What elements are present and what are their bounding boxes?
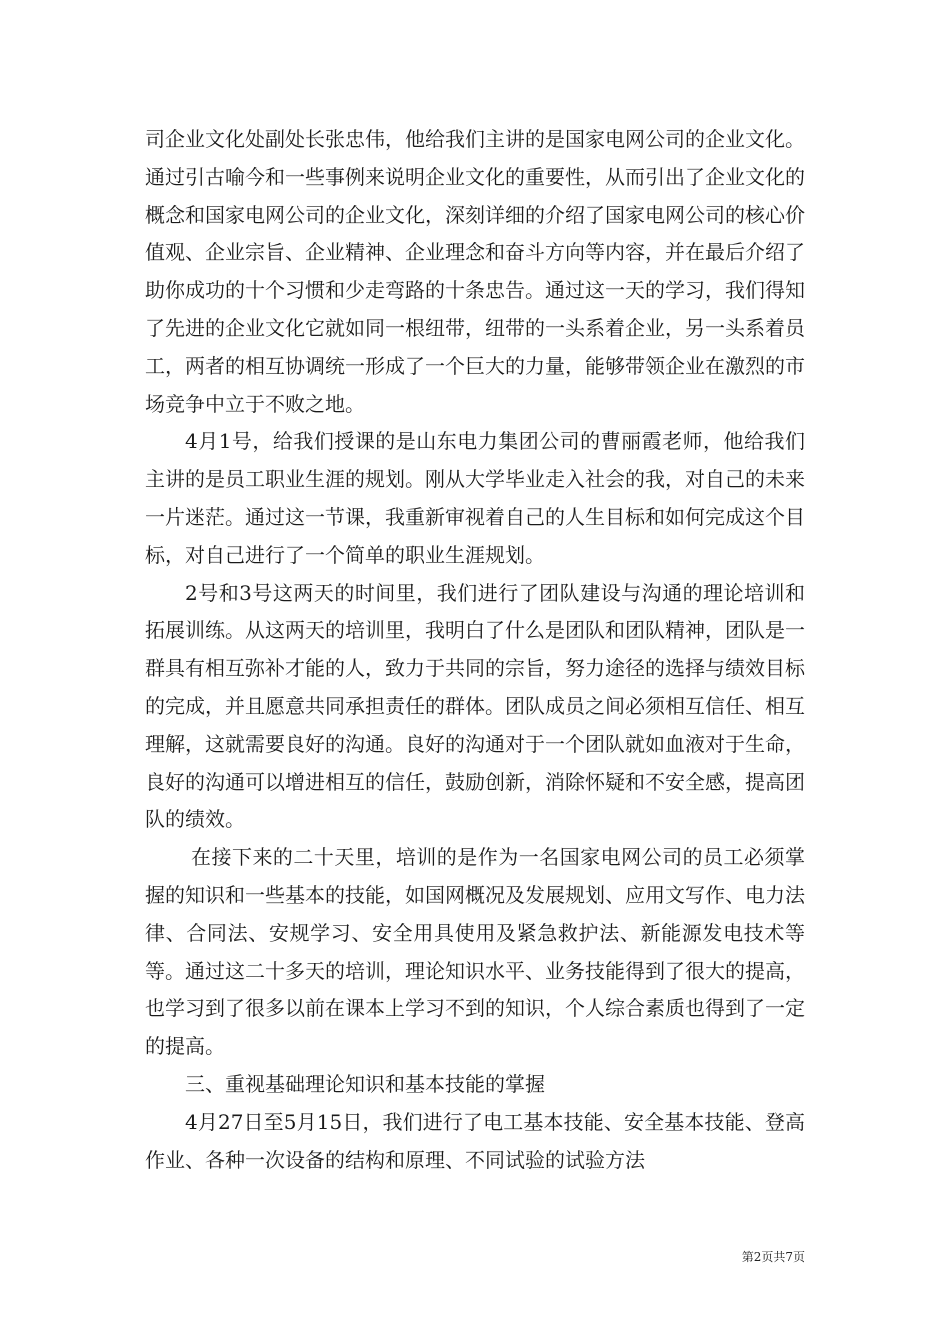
paragraph-technical-training: 4月27日至5月15日，我们进行了电工基本技能、安全基本技能、登高作业、各种一次设备的结构和原理、不同试验的试验方法 [145,1109,805,1172]
document-body [145,121,805,1179]
paragraph-team-building: 2号和3号这两天的时间里，我们进行了团队建设与沟通的理论培训和拓展训练。从这两天的培训里，我明白了什么是团队和团队精神，团队是一群具有相互弥补才能的人，致力于共同的宗旨，努力途径的选择与绩效目标的完成，并且愿意共同承担责任的群体。团队成员之间必须相互信任、相互理解，这就需要良好的沟通。良好的沟通对于一个团队就如血液对于生命，良好的沟通可以增进相互的信任，鼓励创新，消除怀疑和不安全感，提高团队的绩效。 [145,580,805,832]
page-number: 第2页共7页 [741,1250,805,1264]
paragraph-corporate-culture: 司企业文化处副处长张忠伟，他给我们主讲的是国家电网公司的企业文化。通过引古喻今和一些事例来说明企业文化的重要性，从而引出了企业文化的概念和国家电网公司的企业文化，深刻详细的介绍了国家电网公司的核心价值观、企业宗旨、企业精神、企业理念和奋斗方向等内容，并在最后介绍了助你成功的十个习惯和少走弯路的十条忠告。通过这一天的学习，我们得知了先进的企业文化它就如同一根纽带，纽带的一头系着企业，另一头系着员工，两者的相互协调统一形成了一个巨大的力量，能够带领企业在激烈的市场竞争中立于不败之地。 [145,127,805,416]
paragraph-career-planning: 4月1号，给我们授课的是山东电力集团公司的曹丽霞老师，他给我们主讲的是员工职业生涯的规划。刚从大学毕业走入社会的我，对自己的未来一片迷茫。通过这一节课，我重新审视着自己的人生目标和如何完成这个目标，对自己进行了一个简单的职业生涯规划。 [145,429,805,567]
paragraph-basic-skills: 在接下来的二十天里，培训的是作为一名国家电网公司的员工必须掌握的知识和一些基本的技能，如国网概况及发展规划、应用文写作、电力法律、合同法、安规学习、安全用具使用及紧急救护法、新能源发电技术等等。通过这二十多天的培训，理论知识水平、业务技能得到了很大的提高，也学习到了很多以前在课本上学习不到的知识，个人综合素质也得到了一定的提高。 [145,845,805,1059]
section-heading: 三、重视基础理论知识和基本技能的掌握 [185,1071,545,1096]
